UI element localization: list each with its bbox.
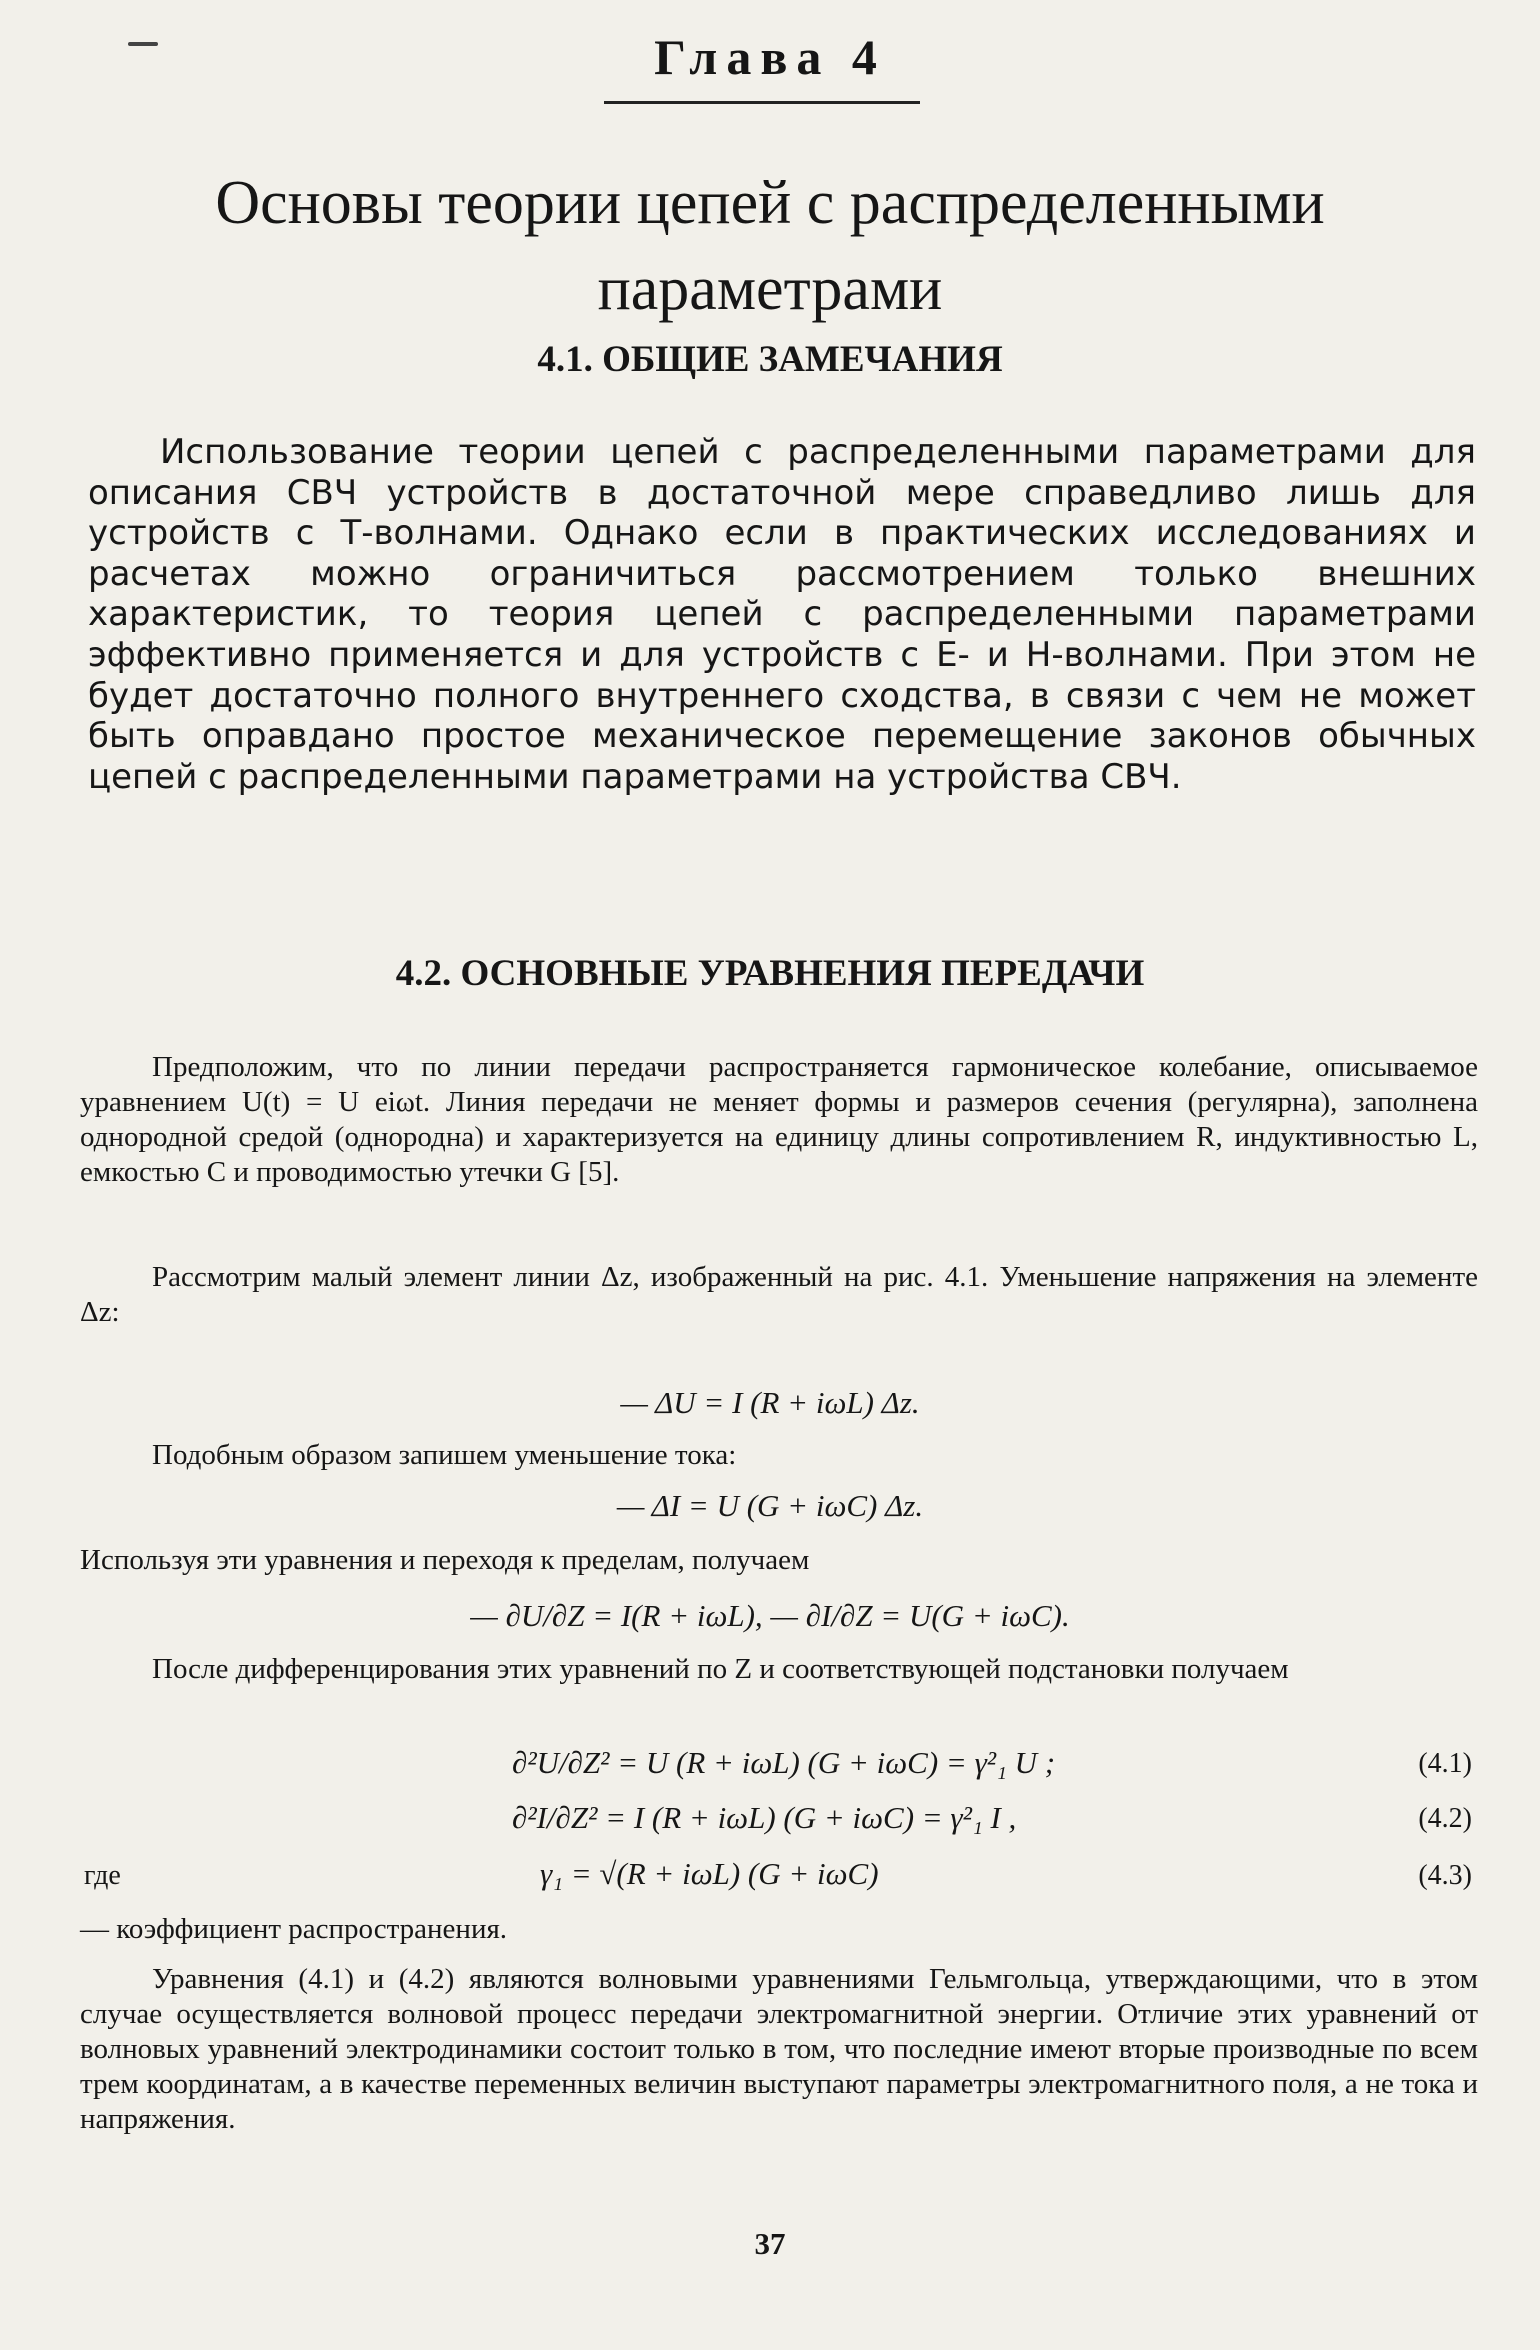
equation-4-1: ∂²U/∂Z² = U (R + iωL) (G + iωC) = γ²₁ U ;: [512, 1745, 1056, 1780]
formula-voltage-drop: — ΔU = I (R + iωL) Δz.: [620, 1385, 920, 1420]
equation-number-4-2: (4.2): [1418, 1803, 1472, 1834]
section-4-1-paragraph: Использование теории цепей с распределенными параметрами для описания СВЧ устройств в достаточной мере справедливо лишь для устройств с Т-волнами. Однако если в практических исследованиях и расчетах можно ограничиться рассмотрением только внешних характеристик, то теория цепей с распределенными параметрами эффективно применяется и для устройств с Е- и Н-волнами. При этом не будет достаточно полного внутреннего сходства, в связи с чем не может быть оправдано простое механическое перемещение законов обычных цепей с распределенными параметрами на устройства СВЧ.: [88, 432, 1476, 797]
formula-current-drop: — ΔI = U (G + iωC) Δz.: [616, 1488, 924, 1523]
section-heading-4-2: 4.2. ОСНОВНЫЕ УРАВНЕНИЯ ПЕРЕДАЧИ: [395, 953, 1145, 994]
section-heading-4-1: 4.1. ОБЩИЕ ЗАМЕЧАНИЯ: [537, 339, 1003, 380]
paragraph-helmholtz: Уравнения (4.1) и (4.2) являются волновыми уравнениями Гельмгольца, утверждающими, что в этом случае осуществляется волновой процесс передачи электромагнитной энергии. Отличие этих уравнений от волновых уравнений электродинамики состоит только в том, что последние имеют вторые производные по всем трем координатам, а в качестве переменных величин выступают параметры электромагнитного поля, а не тока и напряжения.: [80, 1963, 1478, 2135]
equation-4-3: γ₁ = √(R + iωL) (G + iωC): [540, 1856, 879, 1891]
formula-telegraph-equations: — ∂U/∂Z = I(R + iωL), — ∂I/∂Z = U(G + iωC).: [470, 1598, 1070, 1633]
chapter-title-line-2: параметрами: [597, 255, 943, 323]
chapter-label: Глава 4: [654, 29, 886, 85]
page-number: 37: [754, 2226, 786, 2261]
paragraph-current: Подобным образом запишем уменьшение тока:: [152, 1439, 737, 1471]
equation-number-4-1: (4.1): [1418, 1748, 1472, 1779]
paragraph-assumption: Предположим, что по линии передачи распространяется гармоническое колебание, описываемое уравнением U(t) = U eiωt. Линия передачи не меняет формы и размеров сечения (регулярна), заполнена однородной средой (однородна) и характеризуется на единицу длины сопротивлением R, индуктивностью L, емкостью C и проводимостью утечки G [5].: [80, 1051, 1478, 1188]
paragraph-differentiation: После дифференцирования этих уравнений по Z и соответствующей подстановки получаем: [152, 1653, 1289, 1685]
paragraph-limits: Используя эти уравнения и переходя к пределам, получаем: [80, 1544, 810, 1576]
equation-4-2: ∂²I/∂Z² = I (R + iωL) (G + iωC) = γ²₁ I ,: [512, 1800, 1017, 1835]
chapter-underline: [604, 101, 920, 104]
chapter-title: [0, 160, 1540, 332]
chapter-title-line-1: Основы теории цепей с распределенными: [215, 169, 1325, 237]
equation-number-4-3: (4.3): [1418, 1860, 1472, 1891]
paragraph-propagation-coefficient: — коэффициент распространения.: [80, 1913, 508, 1945]
paragraph-element: Рассмотрим малый элемент линии Δz, изображенный на рис. 4.1. Уменьшение напряжения на элементе Δz:: [80, 1261, 1478, 1328]
where-word: где: [84, 1860, 121, 1891]
